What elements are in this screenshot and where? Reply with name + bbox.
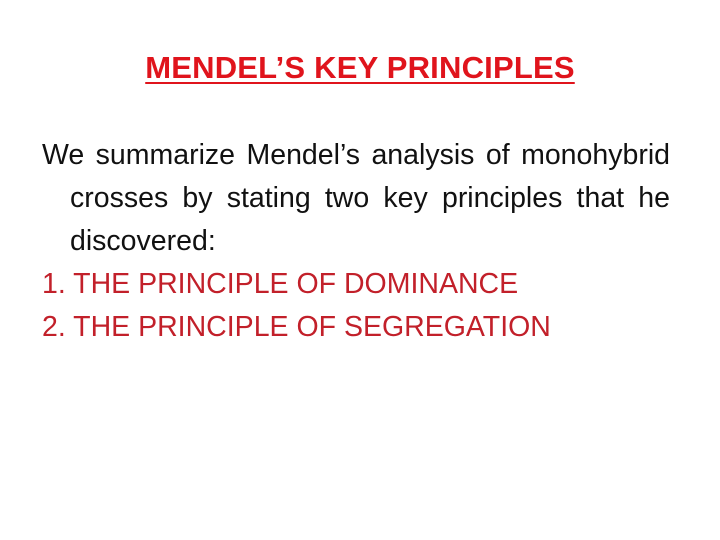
principle-dominance: 1. THE PRINCIPLE OF DOMINANCE bbox=[42, 268, 519, 300]
principle-segregation: 2. THE PRINCIPLE OF SEGREGATION bbox=[42, 311, 551, 343]
slide-title: MENDEL’S KEY PRINCIPLES bbox=[145, 50, 575, 85]
slide-body bbox=[42, 134, 670, 349]
intro-paragraph: We summarize Mendel’s analysis of monohybrid crosses by stating two key principles that he discovered: bbox=[42, 139, 670, 257]
